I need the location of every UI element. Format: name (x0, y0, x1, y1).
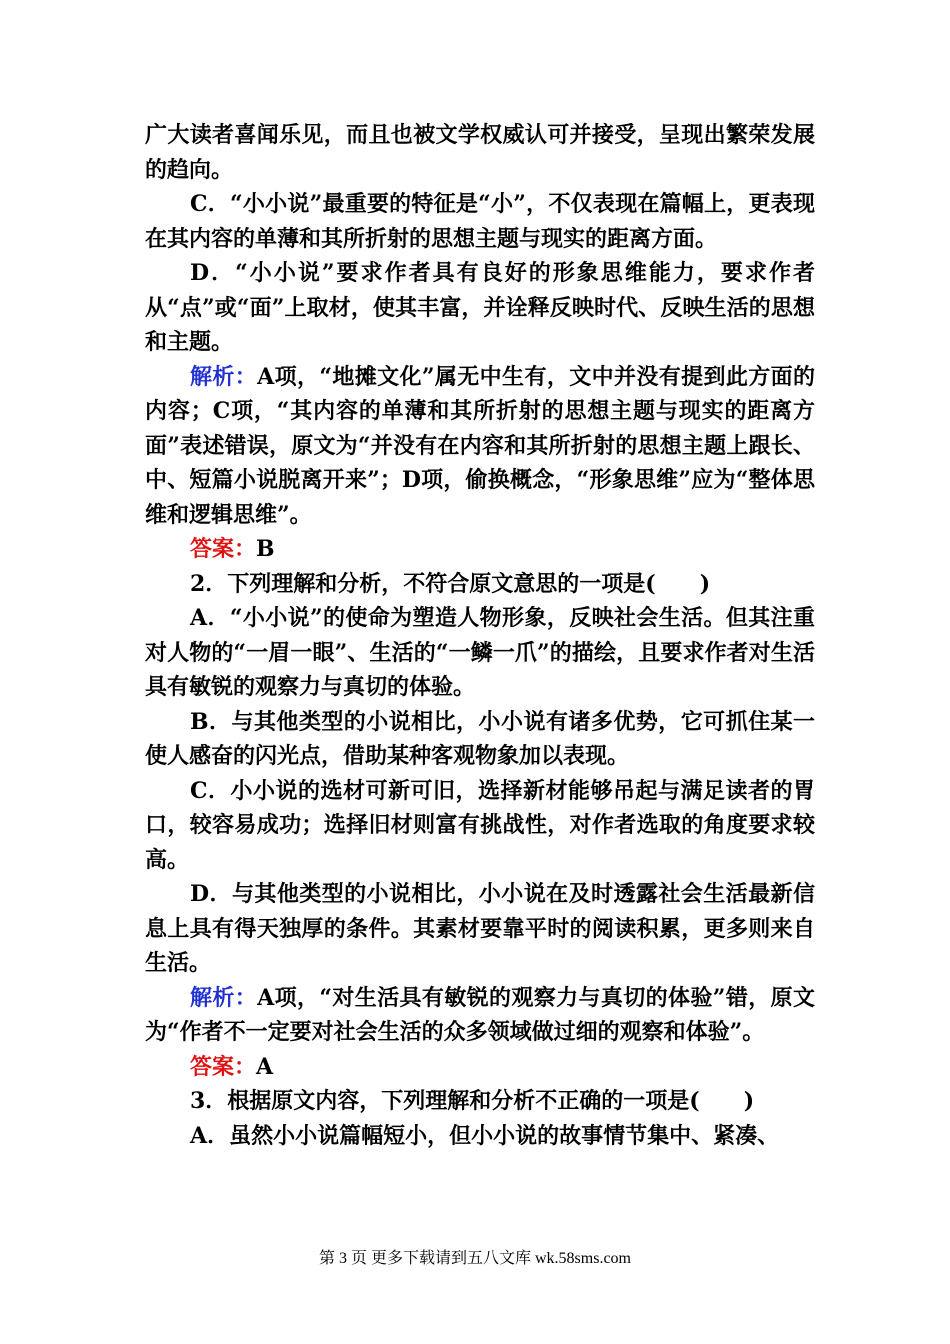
option-d-q1: D．“小小说”要求作者具有良好的形象思维能力，要求作者从“点”或“面”上取材，使其丰富，并诠释反映时代、反映生活的思想和主题。 (145, 260, 815, 355)
analysis-q1 (145, 360, 815, 533)
answer-label: 答案： (190, 1053, 257, 1080)
analysis-q2 (145, 981, 815, 1050)
answer-value: A (256, 1053, 274, 1080)
question-3: 3．根据原文内容，下列理解和分析不正确的一项是( ) (190, 1088, 755, 1114)
answer-value: B (256, 536, 275, 562)
paragraph-continuation: 广大读者喜闻乐见，而且也被文学权威认可并接受，呈现出繁荣发展的趋向。 (145, 122, 815, 183)
option-b-q2: B．与其他类型的小说相比，小小说有诸多优势，它可抓住某一使人感奋的闪光点，借助某种客观物象加以表现。 (145, 708, 815, 769)
option-c-q1: C．“小小说”最重要的特征是“小”，不仅表现在篇幅上，更表现在其内容的单薄和其所折射的思想主题与现实的距离方面。 (145, 191, 815, 252)
option-a-q3: A．虽然小小说篇幅短小，但小小说的故事情节集中、紧凑、 (190, 1122, 780, 1149)
answer-label: 答案： (190, 536, 257, 562)
question-2: 2．下列理解和分析，不符合原文意思的一项是( ) (190, 570, 711, 597)
analysis-label: 解析： (190, 984, 258, 1011)
answer-q2 (145, 1050, 815, 1085)
analysis-text: A项，“地摊文化”属无中生有，文中并没有提到此方面的内容；C项，“其内容的单薄和其所折射的思想主题与现实的距离方面”表述错误，原文为“并没有在内容和其所折射的思想主题上跟长、中、短篇小说脱离开来”；D项，偷换概念，“形象思维”应为“整体思维和逻辑思维”。 (145, 363, 815, 528)
option-d-q2: D．与其他类型的小说相比，小小说在及时透露社会生活最新信息上具有得天独厚的条件。其素材要靠平时的阅读积累，更多则来自生活。 (145, 881, 815, 976)
document-body (145, 118, 815, 1153)
page-footer: 第 3 页 更多下载请到五八文库 wk.58sms.com (318, 1250, 631, 1267)
option-a-q2: A．“小小说”的使命为塑造人物形象，反映社会生活。但其注重对人物的“一眉一眼”、生活的“一鳞一爪”的描绘，且要求作者对生活具有敏锐的观察力与真切的体验。 (145, 605, 815, 700)
analysis-label: 解析： (190, 363, 258, 390)
option-c-q2: C．小小说的选材可新可旧，选择新材能够吊起与满足读者的胃口，较容易成功；选择旧材则富有挑战性，对作者选取的角度要求较高。 (145, 777, 815, 873)
analysis-text: A项，“对生活具有敏锐的观察力与真切的体验”错，原文为“作者不一定要对社会生活的众多领域做过细的观察和体验”。 (145, 984, 815, 1045)
answer-q1 (145, 532, 815, 567)
